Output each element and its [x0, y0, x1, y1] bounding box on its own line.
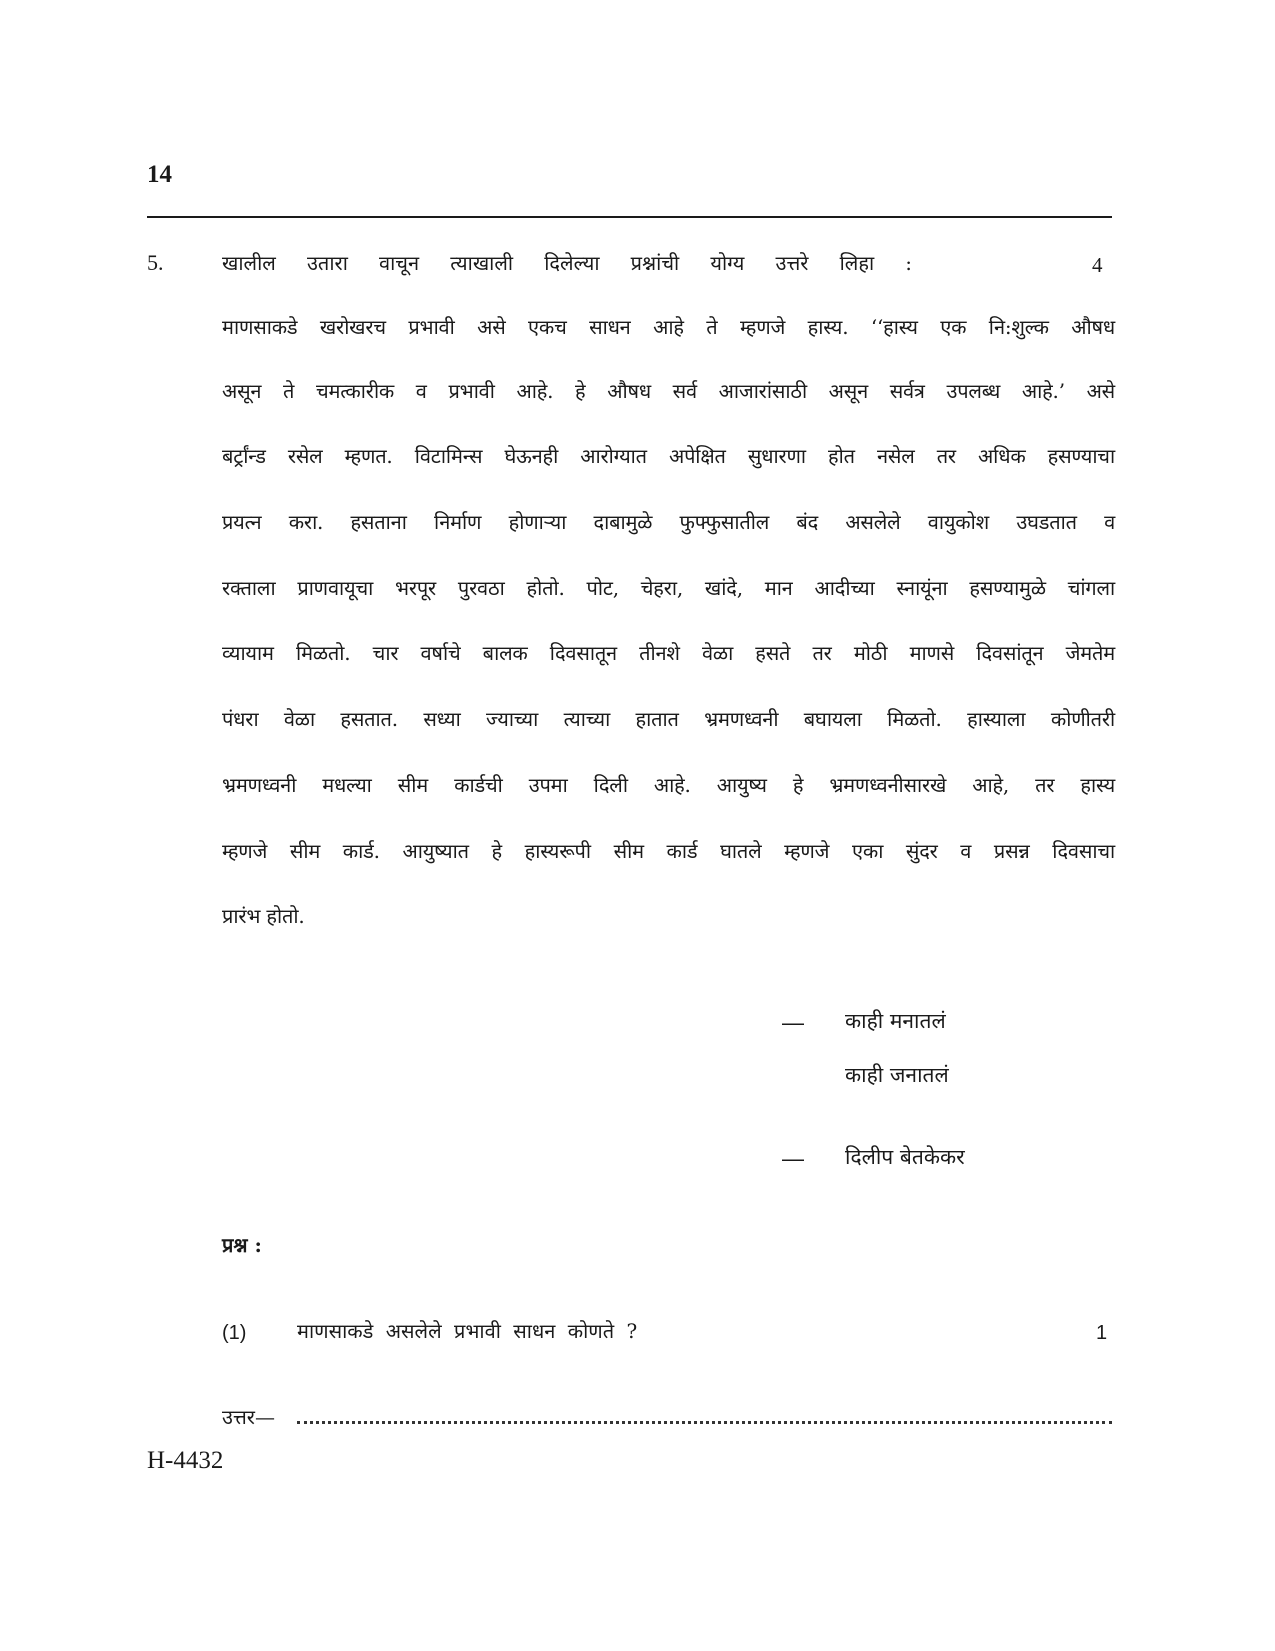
passage-line: भ्रमणध्वनी मधल्या सीम कार्डची उपमा दिली आहे. आयुष्य हे भ्रमणध्वनीसारखे आहे, तर हास्य [222, 773, 1115, 797]
source-line-2: काही जनातलं [845, 1063, 949, 1087]
passage-line: प्रयत्न करा. हसताना निर्माण होणाऱ्या दाबामुळे फुफ्फुसातील बंद असलेले वायुकोश उघडतात व [222, 510, 1115, 534]
question-marks: 4 [1092, 253, 1103, 277]
source-line-1: काही मनातलं [845, 1009, 946, 1033]
sub-question-text: माणसाकडे असलेले प्रभावी साधन कोणते ? [297, 1319, 638, 1343]
passage-line: रक्ताला प्राणवायूचा भरपूर पुरवठा होतो. पोट, चेहरा, खांदे, मान आदीच्या स्नायूंना हसण्यामुळे चांगला [222, 576, 1115, 600]
passage-line: व्यायाम मिळतो. चार वर्षाचे बालक दिवसातून तीनशे वेळा हसते तर मोठी माणसे दिवसांतून जेमतेम [222, 641, 1115, 665]
author-dash: — [782, 1146, 804, 1171]
passage-line: बर्ट्रांन्ड रसेल म्हणत. विटामिन्स घेऊनही आरोग्यात अपेक्षित सुधारणा होत नसेल तर अधिक हसण्याचा [222, 444, 1115, 468]
passage-line: म्हणजे सीम कार्ड. आयुष्यात हे हास्यरूपी सीम कार्ड घातले म्हणजे एका सुंदर व प्रसन्न दिवसाचा [222, 839, 1115, 863]
answer-line[interactable] [297, 1421, 1112, 1424]
question-instruction: खालील उतारा वाचून त्याखाली दिलेल्या प्रश्नांची योग्य उत्तरे लिहा : [222, 251, 912, 275]
passage-line: माणसाकडे खरोखरच प्रभावी असे एकच साधन आहे ते म्हणजे हास्य. ‘‘हास्य एक नि:शुल्क औषध [222, 315, 1115, 339]
passage-line: पंधरा वेळा हसतात. सध्या ज्याच्या त्याच्या हातात भ्रमणध्वनी बघायला मिळतो. हास्याला कोणीतरी [222, 707, 1115, 731]
source-dash: — [782, 1010, 804, 1035]
answer-label: उत्तर— [222, 1405, 275, 1429]
paper-code: H-4432 [147, 1447, 224, 1474]
sub-question-marks: 1 [1096, 1322, 1108, 1344]
sub-question-number: (1) [222, 1322, 247, 1344]
passage-line: प्रारंभ होतो. [222, 904, 305, 928]
questions-heading: प्रश्न : [222, 1233, 262, 1257]
header-rule [147, 216, 1112, 218]
question-number: 5. [147, 250, 164, 275]
page-number: 14 [147, 161, 172, 188]
passage-line: असून ते चमत्कारीक व प्रभावी आहे. हे औषध सर्व आजारांसाठी असून सर्वत्र उपलब्ध आहे.’ असे [222, 379, 1115, 403]
author-name: दिलीप बेतकेकर [845, 1145, 965, 1169]
